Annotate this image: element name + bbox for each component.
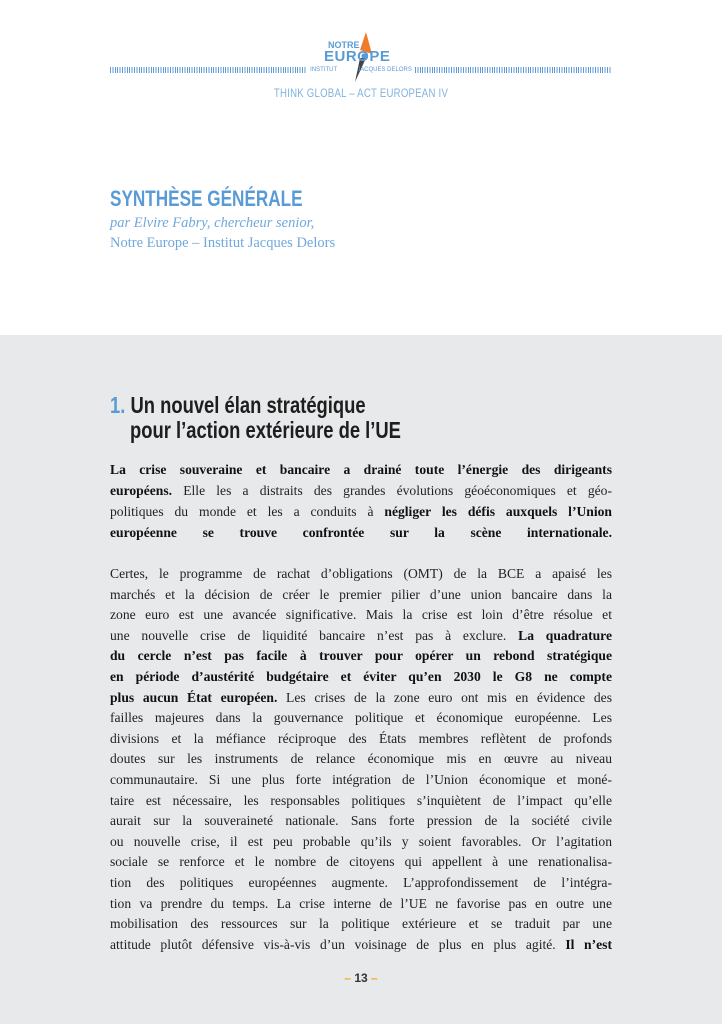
dotted-rule [415,67,612,73]
text-line [110,688,612,709]
section-title-line2: pour l’action extérieure de l’UE [130,417,401,443]
bold-text: du cercle n’est pas facile à trouver pour opérer un rebond stratégique [110,648,612,664]
text-line [110,873,612,894]
byline [110,213,335,253]
text-line [110,480,612,501]
affiliation: Notre Europe – Institut Jacques Delors [110,235,336,251]
notre-europe-logo [320,28,400,84]
text-line [110,770,612,791]
text-line [110,459,612,480]
paragraph-lead [110,459,612,543]
logo-line1: NOTRE [328,40,360,50]
text-line [110,708,612,729]
text-run: sociale se renforce et le nombre de citoyens qui appellent à une renationalisa- [110,854,612,870]
logo-sub-right: JACQUES DELORS [357,67,412,73]
page-number [0,971,722,985]
text-line [110,832,612,853]
bold-text: Il n’est [565,936,612,952]
text-line [110,791,612,812]
paragraph-body [110,564,612,955]
text-run: marchés et la décision de créer le premier pilier d’une union bancaire dans la [110,586,612,602]
text-run: politiques du monde et les a conduits à [110,504,385,519]
text-run: doutes sur les instruments de relance économique mis en œuvre au niveau [110,751,612,767]
text-line [110,585,612,606]
text-line [110,811,612,832]
text-line [110,501,612,522]
text-line [110,935,612,956]
author: par Elvire Fabry, chercheur senior, [110,215,315,231]
article-title: SYNTHÈSE GÉNÉRALE [110,186,303,211]
section-heading [110,393,401,443]
text-line [110,564,612,585]
dotted-rule [110,67,307,73]
text-run: mobilisation des ressources sur la politique extérieure et se traduit par une [110,916,612,932]
header-rule [110,67,612,73]
text-line [110,729,612,750]
text-run: ou nouvelle crise, il est peu probable qu’ils y soient favorables. Or l’agitation [110,833,612,849]
text-line [110,749,612,770]
text-run: attitude plutôt défensive vis-à-vis d’un voisinage de plus en plus agité. [110,936,566,952]
section-number: 1. [110,392,126,418]
text-run: zone euro est une avancée significative. Mais la crise est loin d’être résolue et [110,607,612,623]
text-line [110,626,612,647]
bold-text: La quadrature [518,627,612,643]
text-run: aurait sur la souveraineté nationale. Sans forte pression de la société civile [110,813,612,829]
page-dash-right: – [371,971,378,985]
text-run: une nouvelle crise de liquidité bancaire n’est pas à exclure. [110,627,519,643]
text-run: taire est nécessaire, les responsables politiques s’inquiètent de l’impact qu’elle [110,792,612,808]
text-run: tion des politiques européennes augmente. L’approfondissement de l’intégra- [110,874,612,890]
text-line [110,646,612,667]
text-line [110,605,612,626]
text-run: failles majeures dans la gouvernance politique et économique européenne. Les [110,710,612,726]
text-line [110,894,612,915]
header-area [0,0,722,335]
bold-text: négliger les défis auxquels l’Union [384,504,612,519]
bold-text: européens. [110,483,173,498]
page-number-value: 13 [354,971,368,985]
bold-text: La crise souveraine et bancaire a drainé toute l’énergie des dirigeants [110,462,612,477]
text-run: divisions et la méfiance réciproque des États membres reflètent de profonds [110,730,612,746]
text-line [110,522,612,543]
bold-text: en période d’austérité budgétaire et éviter qu’en 2030 le G8 ne compte [110,668,612,684]
section-title-line1: Un nouvel élan stratégique [130,392,366,418]
page-dash-left: – [344,971,351,985]
bold-text: européenne se trouve confrontée sur la scène internationale. [110,525,612,540]
series-title: THINK GLOBAL – ACT EUROPEAN IV [273,86,449,100]
text-run: Elle les a distraits des grandes évolutions géoéconomiques et géo- [172,483,612,498]
text-run: tion va prendre du temps. La crise interne de l’UE ne favorise pas en outre une [110,895,612,911]
bold-text: plus aucun État européen. [110,689,278,705]
text-run: Les crises de la zone euro ont mis en évidence des [277,689,612,705]
logo-line2: EUROPE [324,48,391,65]
text-run: communautaire. Si une plus forte intégration de l’Union économique et moné- [110,771,612,787]
text-line [110,914,612,935]
logo-sub-left: INSTITUT [310,67,338,73]
text-line [110,852,612,873]
text-run: Certes, le programme de rachat d’obligations (OMT) de la BCE a apaisé les [110,566,612,581]
text-line [110,667,612,688]
